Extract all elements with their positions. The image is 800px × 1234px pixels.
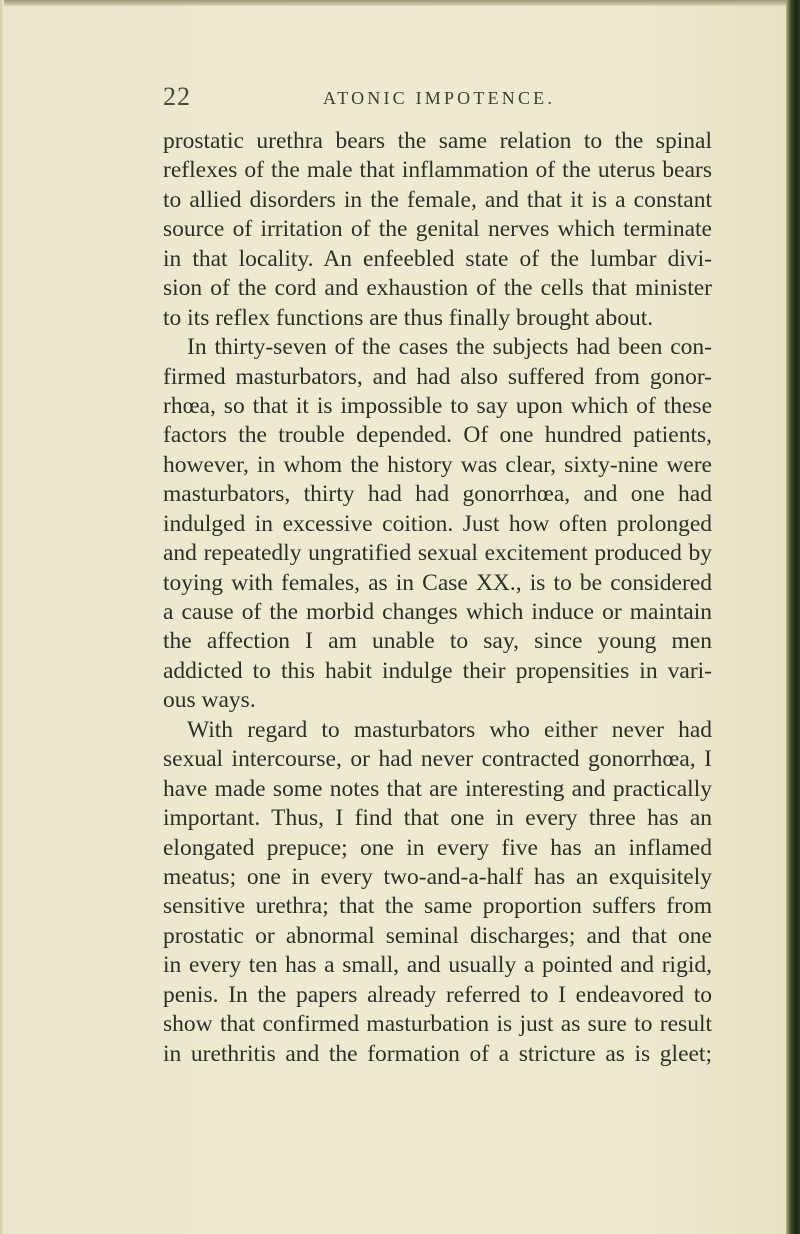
text-line: addicted to this habit indulge their propensities in vari- xyxy=(163,657,712,684)
text-line: however, in whom the history was clear, sixty-nine were xyxy=(163,451,712,478)
running-head xyxy=(0,82,800,122)
paragraph-start-line: In thirty-seven of the cases the subjects had been con- xyxy=(187,334,712,361)
text-line: sion of the cord and exhaustion of the cells that minister xyxy=(163,275,712,302)
text-line: sexual intercourse, or had never contracted gonorrhœa, I xyxy=(163,746,712,773)
text-line: to allied disorders in the female, and that it is a constant xyxy=(163,186,712,213)
text-line: elongated prepuce; one in every five has an inflamed xyxy=(163,834,712,861)
text-line: in urethritis and the formation of a stricture as is gleet; xyxy=(163,1040,712,1067)
text-line: have made some notes that are interesting and practically xyxy=(163,775,712,802)
text-line: sensitive urethra; that the same proportion suffers from xyxy=(163,893,712,920)
text-line: to its reflex functions are thus finally brought about. xyxy=(163,304,654,331)
text-line: firmed masturbators, and had also suffered from gonor- xyxy=(163,363,712,390)
text-line: factors the trouble depended. Of one hundred patients, xyxy=(163,422,712,449)
text-line: penis. In the papers already referred to I endeavored to xyxy=(163,981,712,1008)
text-line: indulged in excessive coition. Just how often prolonged xyxy=(163,510,712,537)
text-line: masturbators, thirty had had gonorrhœa, and one had xyxy=(163,481,712,508)
body-text xyxy=(163,127,712,1069)
running-title: ATONIC IMPOTENCE. xyxy=(323,88,556,108)
text-line: in every ten has a small, and usually a pointed and rigid, xyxy=(163,952,712,979)
text-line: and repeatedly ungratified sexual excitement produced by xyxy=(163,540,712,567)
text-line: important. Thus, I find that one in every three has an xyxy=(163,805,712,832)
text-line: ous ways. xyxy=(163,687,256,714)
text-line: show that confirmed masturbation is just as sure to result xyxy=(163,1011,712,1038)
text-line: in that locality. An enfeebled state of the lumbar divi- xyxy=(163,245,712,272)
text-line: a cause of the morbid changes which induce or maintain xyxy=(163,599,712,625)
text-line: reflexes of the male that inflammation of the uterus bears xyxy=(163,157,712,184)
text-line: rhœa, so that it is impossible to say upon which of these xyxy=(163,392,712,419)
text-line: toying with females, as in Case XX., is to be considered xyxy=(163,569,712,596)
text-line: the affection I am unable to say, since young men xyxy=(163,628,712,655)
paragraph-start-line: With regard to masturbators who either never had xyxy=(187,716,712,743)
text-line: prostatic urethra bears the same relation to the spinal xyxy=(163,128,712,154)
page-number: 22 xyxy=(163,82,191,111)
text-line: source of irritation of the genital nerves which terminate xyxy=(163,216,712,243)
text-line: meatus; one in every two-and-a-half has an exquisitely xyxy=(163,863,712,890)
page-left-edge xyxy=(0,0,4,1234)
page-top-edge xyxy=(0,0,800,6)
book-binding-edge xyxy=(786,0,800,1234)
text-line: prostatic or abnormal seminal discharges; and that one xyxy=(163,922,712,949)
